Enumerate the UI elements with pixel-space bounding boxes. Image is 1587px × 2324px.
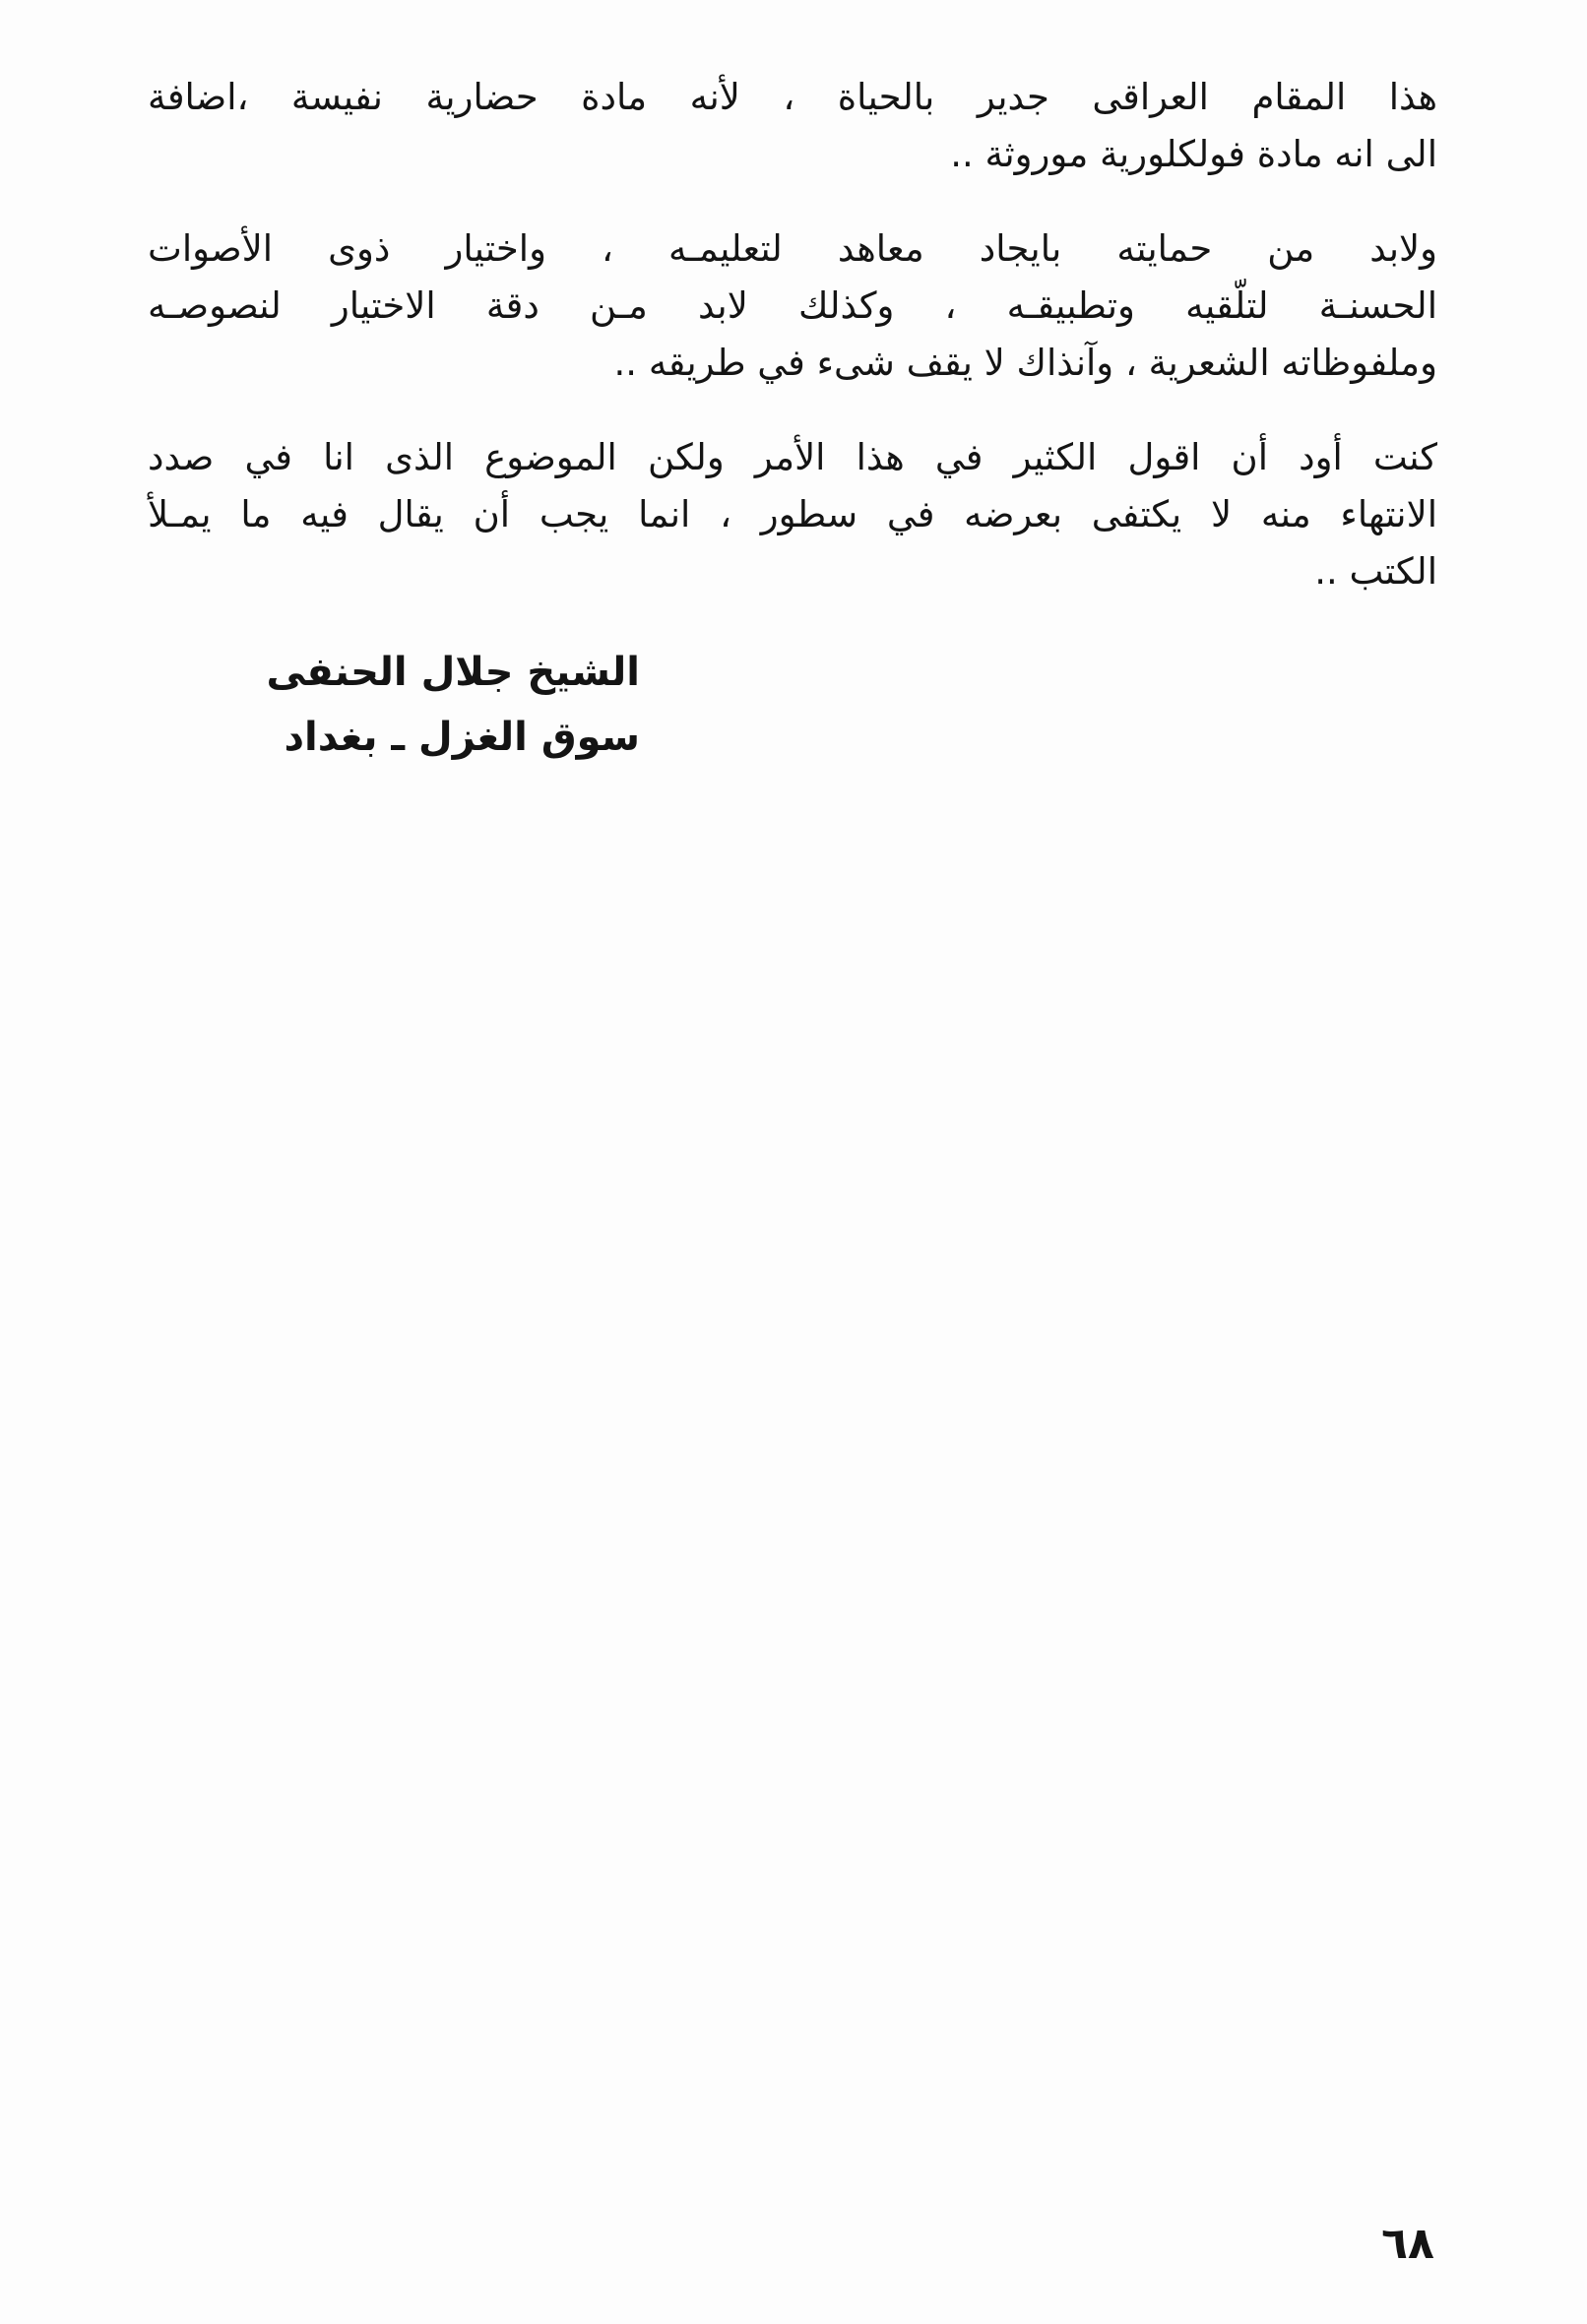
paragraph-1: [148, 69, 1437, 183]
text-line: وملفوظاته الشعرية ، وآنذاك لا يقف شىء في طريقه ..: [613, 342, 1437, 384]
text-line: ولابد من حمايته بايجاد معاهد لتعليمـه ، واختيار ذوى الأصوات: [148, 227, 1437, 270]
body-text: [148, 69, 1437, 600]
text-line: الى انه مادة فولكلورية موروثة ..: [950, 133, 1437, 175]
signature-name: الشيخ جلال الحنفى: [266, 650, 640, 695]
signature-location: سوق الغزل ـ بغداد: [284, 715, 640, 760]
text-line: الحسنـة لتلّقيه وتطبيقـه ، وكذلك لابد مـن دقة الاختيار لنصوصـه: [148, 284, 1437, 327]
signature-block: [246, 640, 640, 770]
paragraph-2: [148, 220, 1437, 392]
text-line: كنت أود أن اقول الكثير في هذا الأمر ولكن الموضوع الذى انا في صدد: [148, 436, 1437, 478]
text-line: هذا المقام العراقى جدير بالحياة ، لأنه مادة حضارية نفيسة ،اضافة: [148, 76, 1437, 118]
page-number: ٦٨: [1381, 2219, 1434, 2269]
paragraph-3: [148, 429, 1437, 600]
text-line: الانتهاء منه لا يكتفى بعرضه في سطور ، انما يجب أن يقال فيه ما يمـلأ: [148, 493, 1437, 535]
text-line: الكتب ..: [1314, 550, 1437, 593]
